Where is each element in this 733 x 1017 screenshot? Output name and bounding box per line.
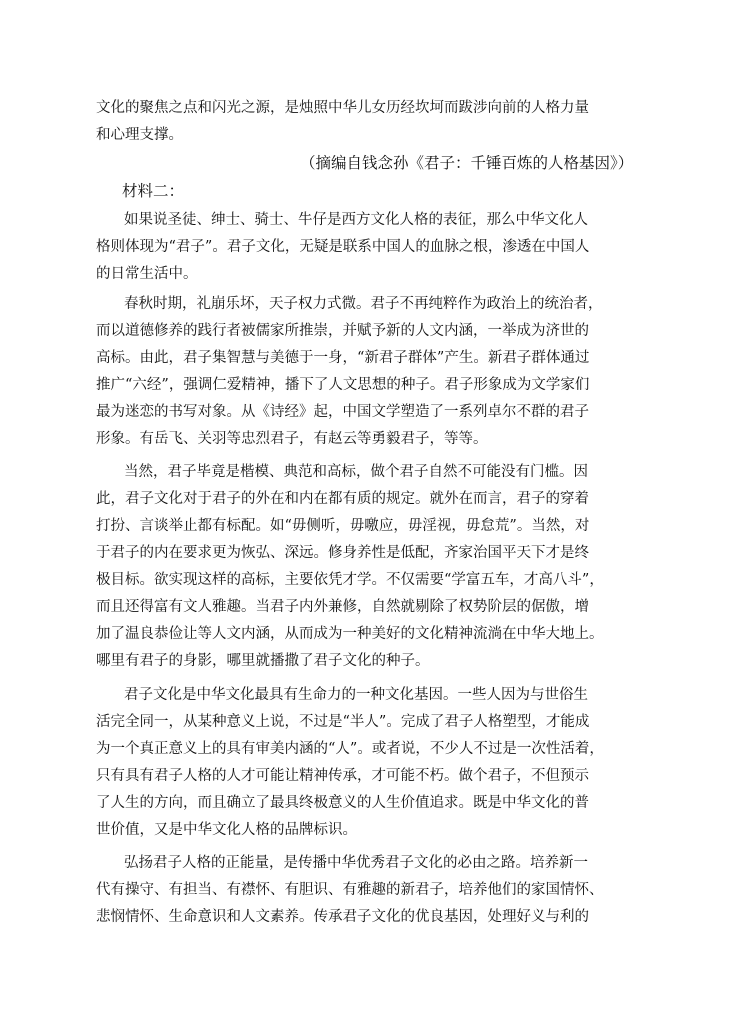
paragraph-line: 的日常生活中。 (96, 266, 198, 282)
paragraph-line: 而且还得富有文人雅趣。当君子内外兼修，自然就剔除了权势阶层的倨傲，增 (96, 599, 589, 615)
paragraph-line: 极目标。欲实现这样的高标，主要依凭才学。不仅需要“学富五车，才高八斗”， (96, 572, 604, 588)
paragraph-line: 君子文化是中华文化最具有生命力的一种文化基因。一些人因为与世俗生 (124, 687, 588, 703)
intro-line: 和心理支撑。 (96, 127, 183, 143)
paragraph-line: 高标。由此，君子集智慧与美德于一身，“新君子群体”产生。新君子群体通过 (96, 350, 590, 366)
paragraph-line: 当然，君子毕竟是楷模、典范和高标，做个君子自然不可能没有门槛。因 (124, 464, 588, 480)
paragraph-line: 世价值，又是中华文化人格的品牌标识。 (96, 822, 357, 838)
paragraph-line: 此，君子文化对于君子的外在和内在都有质的规定。就外在而言，君子的穿着 (96, 491, 589, 507)
paragraph-line: 打扮、言谈举止都有标配。如“毋侧听，毋噭应，毋淫视，毋怠荒”。当然，对 (96, 518, 590, 534)
paragraph-line: 形象。有岳飞、关羽等忠烈君子，有赵云等勇毅君子，等等。 (96, 431, 488, 447)
paragraph-line: 而以道德修养的践行者被儒家所推崇，并赋予新的人文内涵，一举成为济世的 (96, 323, 589, 339)
paragraph-line: 加了温良恭俭让等人文内涵，从而成为一种美好的文化精神流淌在中华大地上。 (96, 626, 604, 642)
paragraph-line: 弘扬君子人格的正能量，是传播中华优秀君子文化的必由之路。培养新一 (124, 855, 588, 871)
paragraph-line: 最为迷恋的书写对象。从《诗经》起，中国文学塑造了一系列卓尔不群的君子 (96, 404, 589, 420)
paragraph-line: 哪里有君子的身影，哪里就播撒了君子文化的种子。 (96, 653, 430, 669)
source-citation: （摘编自钱念孙《君子：千锤百炼的人格基因》） (300, 154, 634, 172)
paragraph-line: 悲悯情怀、生命意识和人文素养。传承君子文化的优良基因，处理好义与利的 (96, 909, 589, 925)
paragraph-line: 格则体现为“君子”。君子文化，无疑是联系中国人的血脉之根，渗透在中国人 (96, 239, 590, 255)
paragraph-line: 春秋时期，礼崩乐坏，天子权力式微。君子不再纯粹作为政治上的统治者， (124, 296, 603, 312)
paragraph-line: 如果说圣徒、绅士、骑士、牛仔是西方文化人格的表征，那么中华文化人 (124, 212, 588, 228)
paragraph-line: 活完全同一，从某种意义上说，不过是“半人”。完成了君子人格塑型，才能成 (96, 714, 590, 730)
paragraph-line: 为一个真正意义上的具有审美内涵的“人”。或者说，不少人不过是一次性活着， (96, 741, 604, 757)
paragraph-line: 只有具有君子人格的人才可能让精神传承，才可能不朽。做个君子，不但预示 (96, 768, 589, 784)
paragraph-line: 代有操守、有担当、有襟怀、有胆识、有雅趣的新君子，培养他们的家国情怀、 (96, 882, 604, 898)
paragraph-line: 于君子的内在要求更为恢弘、深远。修身养性是低配，齐家治国平天下才是终 (96, 545, 589, 561)
paragraph-line: 了人生的方向，而且确立了最具终极意义的人生价值追求。既是中华文化的普 (96, 795, 589, 811)
section-heading: 材料二： (122, 182, 185, 200)
paragraph-line: 推广“六经”，强调仁爱精神，播下了人文思想的种子。君子形象成为文学家们 (96, 377, 590, 393)
intro-line: 文化的聚焦之点和闪光之源，是烛照中华儿女历经坎坷而跋涉向前的人格力量 (96, 100, 589, 116)
